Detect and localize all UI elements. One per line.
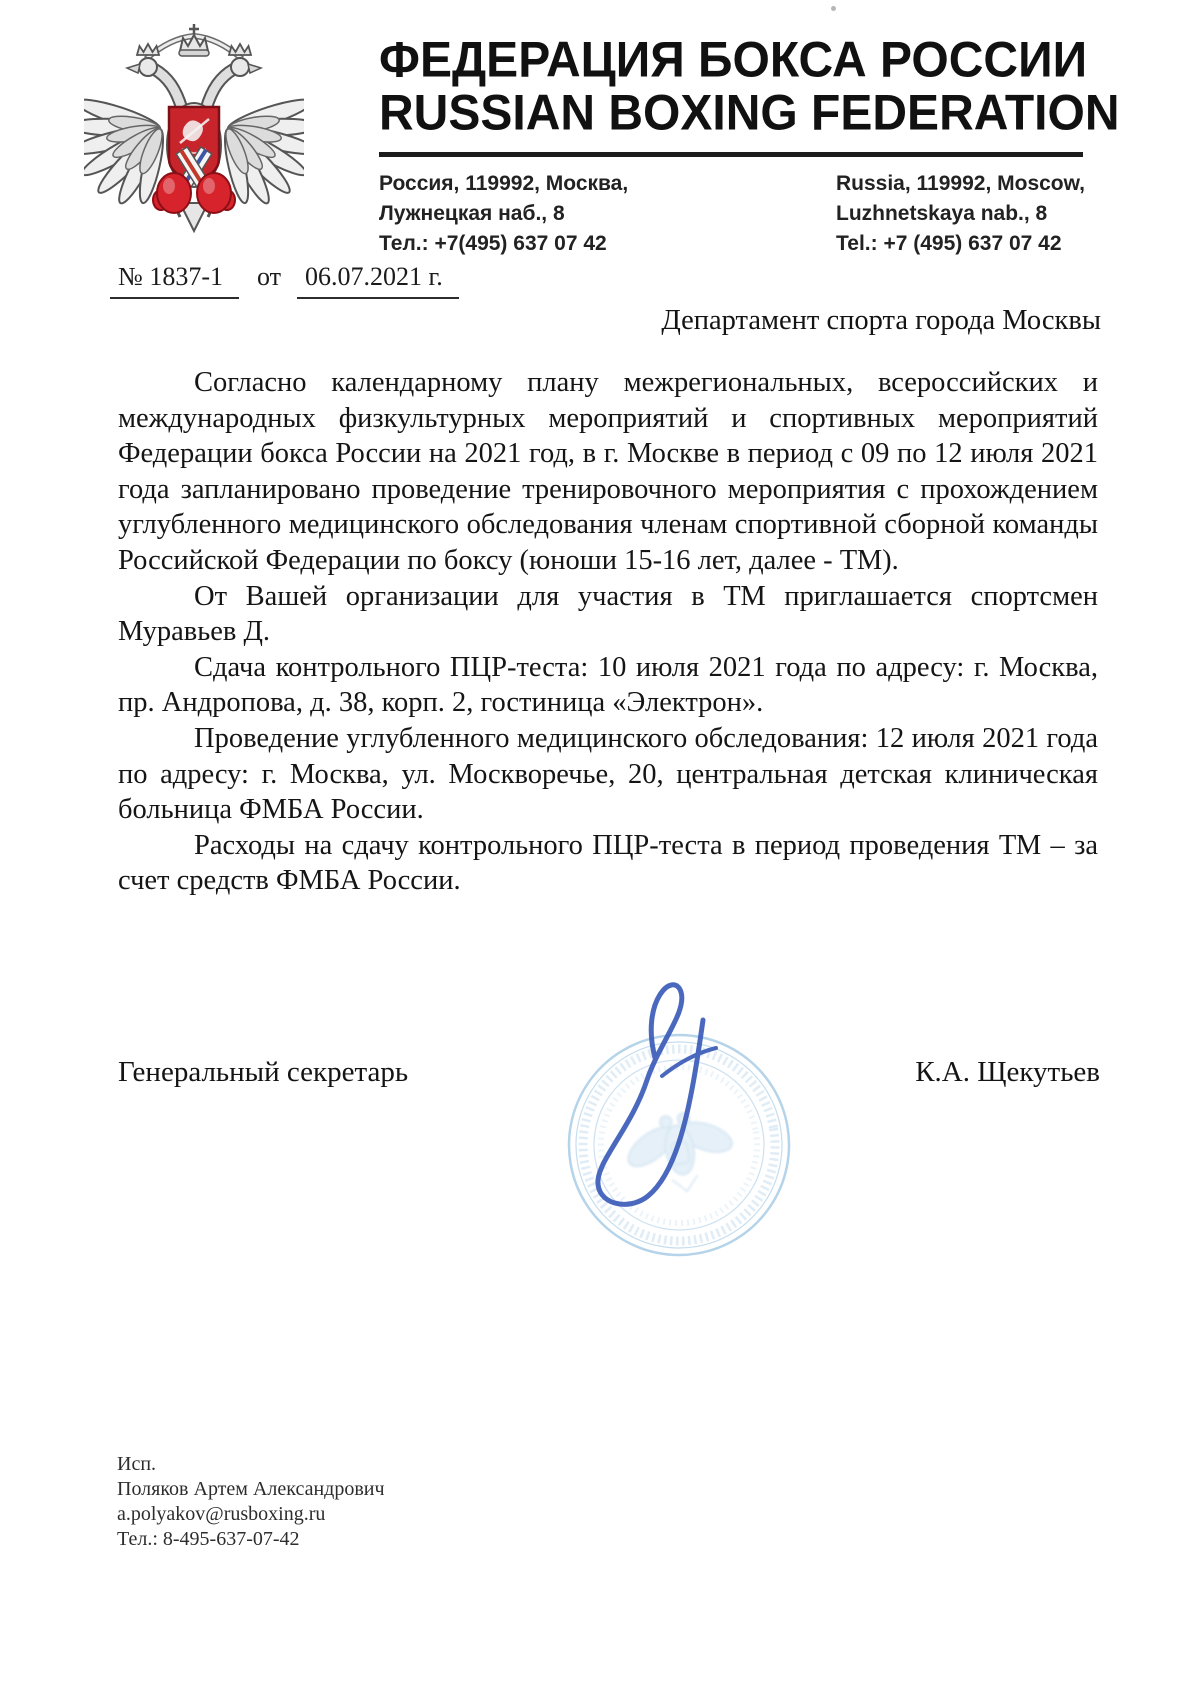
number-sign: №	[118, 262, 143, 291]
eagle-left-wing	[84, 94, 168, 207]
document-number	[110, 262, 239, 299]
executor-label: Исп.	[117, 1453, 157, 1475]
letter-body	[118, 365, 1098, 899]
paragraph-5: Расходы на сдачу контрольного ПЦР-теста в период проведения ТМ – за счет средств ФМБА России.	[118, 829, 1098, 897]
document-date: 06.07.2021 г.	[297, 262, 459, 299]
executor-name: Поляков Артем Александрович	[117, 1478, 385, 1500]
paragraph-4: Проведение углубленного медицинского обследования: 12 июля 2021 года по адресу: г. Москва, ул. Москворечье, 20, центральная детская клиническая больница ФМБА России.	[118, 722, 1098, 826]
paragraph-1: Согласно календарному плану межрегиональных, всероссийских и международных физкультурных мероприятий и спортивных мероприятий Федерации бокса России на 2021 год, в г. Москве в период с 09 по 12 июля 2021 года запланировано проведение тренировочного мероприятия с прохождением углубленного медицинского обследования членам спортивной сборной команды Российской Федерации по боксу (юноши 15-16 лет, далее - ТМ).	[118, 367, 1098, 576]
address-ru-line1: Россия, 119992, Москва,	[379, 172, 629, 195]
russian-boxing-federation-eagle-emblem	[84, 22, 304, 236]
address-russian	[379, 169, 628, 259]
scan-artifact-dot	[831, 6, 836, 11]
address-en-line2: Luzhnetskaya nab., 8	[836, 202, 1048, 225]
signature-row	[118, 1056, 1100, 1089]
signer-name: К.А. Щекутьев	[915, 1056, 1100, 1088]
address-ru-line3: Тел.: +7(495) 637 07 42	[379, 232, 607, 255]
central-crown	[179, 24, 209, 56]
paragraph-3: Сдача контрольного ПЦР-теста: 10 июля 2021 года по адресу: г. Москва, пр. Андропова, д. 38, корп. 2, гостиница «Электрон».	[118, 651, 1098, 719]
address-ru-line2: Лужнецкая наб., 8	[379, 202, 565, 225]
address-english	[836, 169, 1085, 259]
letterhead-addresses	[379, 169, 1089, 261]
number-value: 1837-1	[149, 262, 223, 291]
paragraph-2: От Вашей организации для участия в ТМ приглашается спортсмен Муравьев Д.	[118, 580, 1098, 648]
executor-info	[117, 1452, 385, 1552]
eagle-right-wing	[220, 94, 304, 207]
addressee: Департамент спорта города Москвы	[661, 305, 1101, 336]
address-en-line1: Russia, 119992, Moscow,	[836, 172, 1086, 195]
org-title-english: RUSSIAN BOXING FEDERATION	[379, 85, 1120, 142]
org-title-russian: ФЕДЕРАЦИЯ БОКСА РОССИИ	[379, 32, 1088, 89]
letterhead-divider	[379, 152, 1083, 157]
signer-position: Генеральный секретарь	[118, 1056, 409, 1088]
executor-phone: Тел.: 8-495-637-07-42	[117, 1528, 300, 1550]
eagle-right-head	[231, 58, 261, 76]
address-en-line3: Tel.: +7 (495) 637 07 42	[836, 232, 1062, 255]
blue-ink-signature	[570, 958, 780, 1228]
from-label: от	[256, 262, 282, 291]
eagle-left-head	[127, 58, 157, 76]
executor-email: a.polyakov@rusboxing.ru	[117, 1503, 326, 1525]
document-number-line	[110, 262, 459, 299]
letterhead	[379, 32, 1120, 261]
